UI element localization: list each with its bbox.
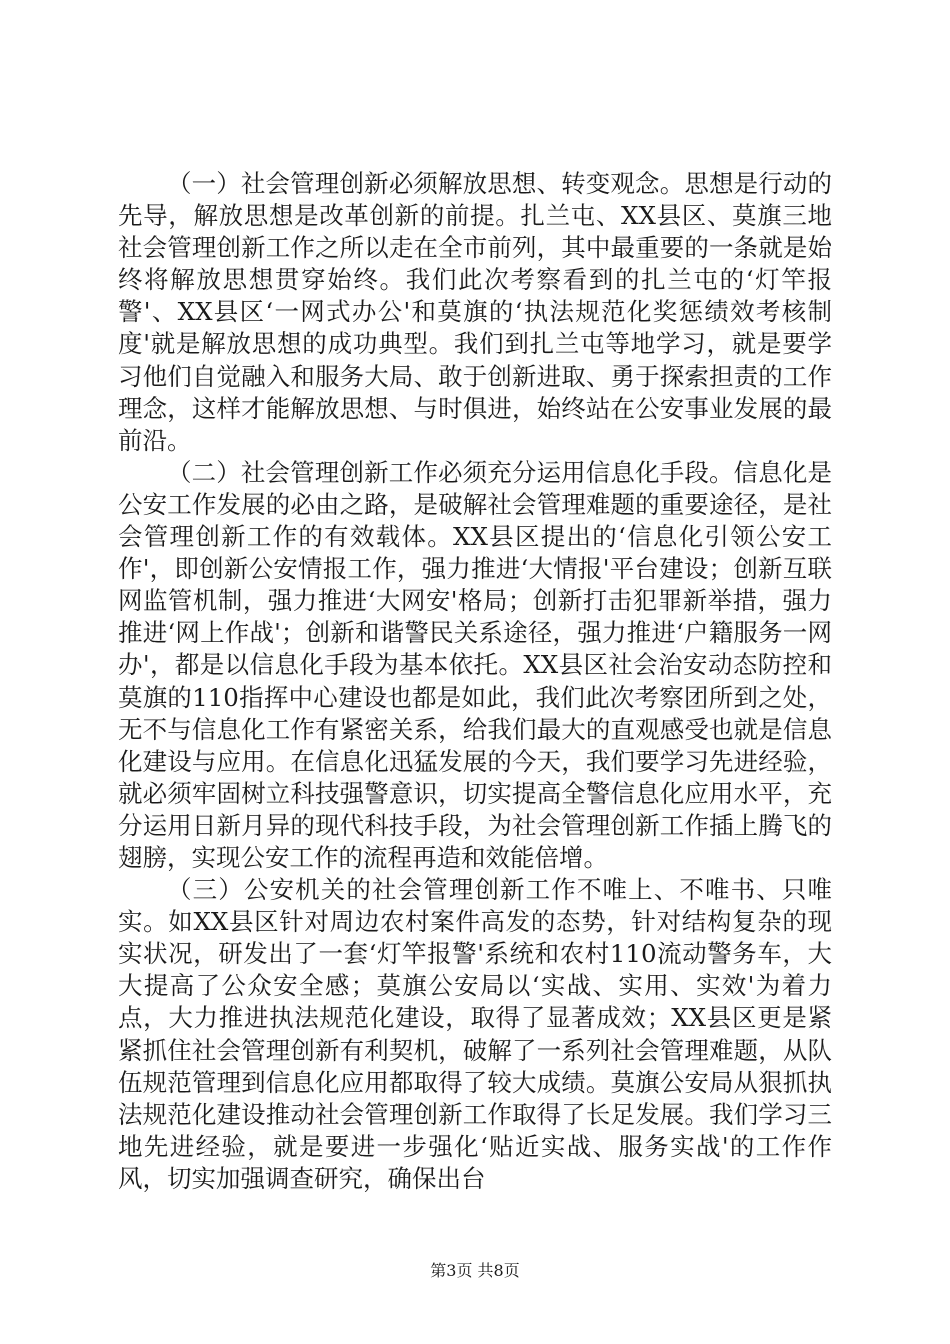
page-number-footer: 第3页 共8页 [430, 1261, 520, 1280]
body-text [118, 168, 832, 1195]
paragraph-2: （二）社会管理创新工作必须充分运用信息化手段。信息化是公安工作发展的必由之路，是破解社会管理难题的重要途径，是社会管理创新工作的有效载体。XX县区提出的‘信息化引领公安工作'，即创新公安情报工作，强力推进‘大情报'平台建设；创新互联网监管机制，强力推进‘大网安'格局；创新打击犯罪新举措，强力推进‘网上作战'；创新和谐警民关系途径，强力推进‘户籍服务一网办'，都是以信息化手段为基本依托。XX县区社会治安动态防控和莫旗的110指挥中心建设也都是如此，我们此次考察团所到之处，无不与信息化工作有紧密关系，给我们最大的直观感受也就是信息化建设与应用。在信息化迅猛发展的今天，我们要学习先进经验，就必须牢固树立科技强警意识，切实提高全警信息化应用水平，充分运用日新月异的现代科技手段，为社会管理创新工作插上腾飞的翅膀，实现公安工作的流程再造和效能倍增。 [118, 457, 832, 872]
paragraph-3: （三）公安机关的社会管理创新工作不唯上、不唯书、只唯实。如XX县区针对周边农村案件高发的态势，针对结构复杂的现实状况，研发出了一套‘灯竿报警'系统和农村110流动警务车，大大提高了公众安全感；莫旗公安局以‘实战、实用、实效'为着力点，大力推进执法规范化建设，取得了显著成效；XX县区更是紧紧抓住社会管理创新有利契机，破解了一系列社会管理难题，从队伍规范管理到信息化应用都取得了较大成绩。莫旗公安局从狠抓执法规范化建设推动社会管理创新工作取得了长足发展。我们学习三地先进经验，就是要进一步强化‘贴近实战、服务实战'的工作作风，切实加强调查研究，确保出台 [118, 875, 832, 1193]
paragraph-1: （一）社会管理创新必须解放思想、转变观念。思想是行动的先导，解放思想是改革创新的前提。扎兰屯、XX县区、莫旗三地社会管理创新工作之所以走在全市前列，其中最重要的一条就是始终将解放思想贯穿始终。我们此次考察看到的扎兰屯的‘灯竿报警'、XX县区‘一网式办公'和莫旗的‘执法规范化奖惩绩效考核制度'就是解放思想的成功典型。我们到扎兰屯等地学习，就是要学习他们自觉融入和服务大局、敢于创新进取、勇于探索担责的工作理念，这样才能解放思想、与时俱进，始终站在公安事业发展的最前沿。 [118, 169, 832, 455]
